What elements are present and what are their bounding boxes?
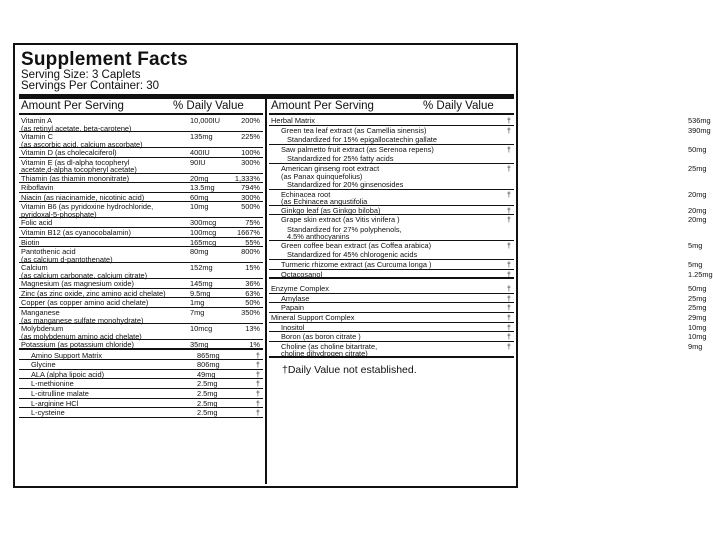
complex-row	[269, 341, 703, 359]
daily-value: 1667%	[236, 228, 260, 237]
amount-value: 10mg	[688, 332, 707, 342]
ingredient-name: Manganese (as manganese sulfate monohydrate)	[21, 308, 144, 325]
daily-value: 15%	[245, 263, 260, 273]
amount-value: 80mg	[190, 247, 209, 257]
daily-value: †	[255, 369, 260, 379]
ingredient-name: Standardized for 27% polyphenols, 4.5% anthocyanins	[287, 224, 402, 242]
amino-row	[19, 399, 263, 409]
amount-value: 10mg	[190, 202, 209, 212]
right-header-amount: Amount Per Serving	[271, 100, 374, 112]
amount-value: 1mg	[190, 298, 205, 308]
nutrient-row	[19, 340, 263, 350]
footnote: †Daily Value not established.	[282, 363, 417, 376]
amount-value: 35mg	[190, 340, 209, 349]
ingredient-name: Herbal Matrix	[271, 116, 315, 125]
nutrient-row	[19, 183, 263, 193]
amount-value: 10,000IU	[190, 116, 220, 125]
ingredient-name: Vitamin A (as retinyl acetate, beta-carotene)	[21, 116, 132, 133]
ingredient-name: Grape skin extract (as Vitis vinifera )	[281, 215, 400, 225]
nutrient-row	[19, 308, 263, 324]
amount-value: 2.5mg	[197, 389, 218, 398]
ingredient-name: Zinc (as zinc oxide, zinc amino acid chelate)	[21, 288, 166, 298]
ingredient-name: Vitamin C (as ascorbic acid, calcium ascorbate)	[21, 132, 143, 149]
amino-row	[19, 370, 263, 380]
daily-value: †	[506, 284, 511, 294]
ingredient-name: Standardized for 25% fatty acids	[287, 154, 394, 164]
herbal-row	[269, 135, 514, 145]
daily-value: 500%	[241, 202, 260, 212]
ingredient-name: American ginseng root extract (as Panax quinquefolius)	[281, 164, 380, 181]
right-header-dv: % Daily Value	[423, 100, 494, 112]
ingredient-name: Echinacea root (as Echinacea angustifolia	[281, 189, 368, 207]
amount-value: 2.5mg	[197, 408, 218, 418]
nutrient-row	[19, 202, 263, 218]
amount-value: 9.5mg	[190, 288, 211, 298]
herbal-row	[269, 205, 707, 216]
nutrient-row	[19, 218, 263, 228]
daily-value: †	[506, 189, 511, 199]
ingredient-name: Vitamin B12 (as cyanocobalamin)	[21, 228, 131, 237]
daily-value: †	[506, 164, 511, 173]
amino-row	[19, 379, 263, 389]
nutrient-row	[19, 247, 263, 263]
amount-value: 390mg	[688, 125, 711, 135]
daily-value: 13%	[245, 324, 260, 333]
daily-value: †	[255, 350, 260, 360]
servings-per-container: Servings Per Container: 30	[21, 80, 160, 92]
daily-value: †	[506, 341, 511, 351]
daily-value: †	[506, 332, 511, 342]
daily-value: †	[506, 313, 511, 322]
daily-value: 350%	[241, 308, 260, 317]
ingredient-name: L-methionine	[31, 379, 74, 389]
herbal-row	[269, 240, 703, 251]
amount-value: 9mg	[688, 341, 703, 351]
ingredient-name: L-cysteine	[31, 408, 65, 418]
amount-value: 5mg	[688, 260, 703, 269]
daily-value: †	[506, 125, 511, 135]
ingredient-name: Glycine	[31, 360, 56, 370]
amount-value: 2.5mg	[197, 398, 218, 408]
daily-value: 225%	[241, 132, 260, 141]
daily-value: †	[506, 322, 511, 332]
ingredient-name: Potassium (as potassium chloride)	[21, 340, 134, 349]
amount-value: 865mg	[197, 350, 220, 360]
amount-value: 10mg	[688, 322, 707, 332]
daily-value: †	[255, 389, 260, 398]
amount-value: 13.5mg	[190, 183, 215, 193]
ingredient-name: Molybdenum (as molybdenum amino acid chelate)	[21, 324, 142, 341]
daily-value: 1%	[249, 340, 260, 349]
ingredient-name: Inositol	[281, 322, 305, 332]
amino-row	[19, 360, 263, 370]
ingredient-name: Amino Support Matrix	[31, 350, 103, 360]
ingredient-name: Papain	[281, 303, 305, 313]
ingredient-name: Ginkgo leaf (as Ginkgo biloba)	[281, 205, 381, 215]
daily-value: 100%	[241, 148, 260, 157]
daily-value: 794%	[241, 183, 260, 193]
daily-value: 36%	[245, 279, 260, 289]
daily-value: 50%	[245, 298, 260, 308]
amount-value: 7mg	[190, 308, 205, 317]
amount-value: 20mg	[190, 173, 209, 183]
ingredient-name: Vitamin D (as cholecalciferol)	[21, 148, 117, 157]
daily-value: †	[506, 269, 511, 279]
ingredient-name: Standardized for 20% ginsenosides	[287, 180, 404, 189]
amount-value: 20mg	[688, 215, 707, 225]
daily-value: †	[506, 260, 511, 269]
nutrient-row	[19, 193, 263, 203]
serving-size: Serving Size: 3 Caplets	[21, 69, 141, 81]
nutrient-row	[19, 289, 263, 299]
herbal-row	[269, 250, 514, 260]
amount-value: 25mg	[688, 293, 707, 303]
ingredient-name: Mineral Support Complex	[271, 313, 355, 322]
complex-row	[269, 303, 707, 313]
amount-value: 50mg	[688, 144, 707, 154]
daily-value: †	[506, 205, 511, 215]
daily-value: †	[506, 240, 511, 250]
ingredient-name: Saw palmetto fruit extract (as Serenoa repens)	[281, 144, 434, 154]
complex-row	[269, 322, 707, 333]
nutrient-row	[19, 324, 263, 340]
ingredient-name: Riboflavin	[21, 183, 54, 193]
amount-value: 90IU	[190, 157, 206, 167]
amount-value: 100mcg	[190, 228, 217, 237]
amount-value: 50mg	[688, 284, 707, 294]
amount-value: 5mg	[688, 240, 703, 250]
amount-value: 49mg	[197, 369, 216, 379]
amount-value: 25mg	[688, 164, 707, 173]
daily-value: †	[506, 144, 511, 154]
amount-value: 60mg	[190, 192, 209, 202]
herbal-row	[269, 154, 514, 164]
nutrient-row	[19, 279, 263, 289]
ingredient-name: L-citrulline malate	[31, 389, 89, 398]
daily-value: †	[506, 293, 511, 303]
nutrient-row	[19, 174, 263, 184]
amount-value: 2.5mg	[197, 379, 218, 389]
daily-value: †	[506, 303, 511, 313]
daily-value: †	[506, 215, 511, 225]
daily-value: 55%	[245, 237, 260, 247]
ingredient-name: Folic acid	[21, 218, 53, 228]
herbal-row	[269, 260, 703, 270]
amount-value: 25mg	[688, 303, 707, 313]
herbal-row	[269, 144, 707, 155]
ingredient-name: Biotin	[21, 237, 40, 247]
amount-value: 10mcg	[190, 324, 213, 333]
daily-value: †	[255, 398, 260, 408]
daily-value: 75%	[245, 218, 260, 228]
ingredient-name: Choline (as choline bitartrate, choline dihydrogen citrate)	[281, 341, 378, 359]
daily-value: 800%	[241, 247, 260, 257]
nutrient-row	[19, 132, 263, 148]
herbal-row	[269, 164, 707, 181]
ingredient-name: Vitamin B6 (as pyridoxine hydrochloride, pyridoxal-5-phosphate)	[21, 202, 154, 219]
amino-row	[19, 389, 263, 399]
left-header-rule	[19, 113, 263, 115]
ingredient-name: Boron (as boron citrate )	[281, 332, 361, 342]
daily-value: †	[255, 379, 260, 389]
nutrient-row	[19, 158, 263, 174]
left-header-dv: % Daily Value	[173, 100, 244, 112]
herbal-row	[269, 189, 707, 207]
amount-value: 29mg	[688, 313, 707, 322]
complex-row	[269, 313, 707, 323]
ingredient-name: Pantothenic acid (as calcium d-pantothenate)	[21, 247, 113, 264]
amount-value: 135mg	[190, 132, 213, 141]
left-header-amount: Amount Per Serving	[21, 100, 124, 112]
amount-value: 20mg	[688, 189, 707, 199]
ingredient-name: ALA (alpha lipoic acid)	[31, 369, 105, 379]
right-header-rule	[269, 113, 514, 115]
herbal-row	[269, 225, 514, 241]
column-divider	[265, 94, 267, 484]
ingredient-name: Copper (as copper amino acid chelate)	[21, 298, 149, 308]
ingredient-name: Enzyme Complex	[271, 284, 329, 294]
complex-row	[269, 284, 707, 294]
panel-title: Supplement Facts	[21, 49, 188, 70]
complex-row	[269, 332, 707, 342]
nutrient-row	[19, 148, 263, 158]
ingredient-name: Magnesium (as magnesium oxide)	[21, 279, 134, 289]
ingredient-name: Thiamin (as thiamin mononitrate)	[21, 173, 130, 183]
nutrient-row	[19, 116, 263, 132]
herbal-row	[269, 180, 514, 190]
herbal-row	[269, 215, 707, 225]
ingredient-name: Standardized for 15% epigallocatechin gallate	[287, 135, 437, 145]
ingredient-name: L-arginine HCl	[31, 398, 79, 408]
herbal-row	[269, 269, 713, 280]
daily-value: †	[255, 360, 260, 370]
daily-value: 63%	[245, 288, 260, 298]
daily-value: †	[255, 408, 260, 418]
supplement-facts-panel	[13, 43, 713, 488]
daily-value: †	[506, 116, 511, 125]
ingredient-name: Octacosanol	[281, 269, 323, 279]
amino-row	[19, 351, 263, 361]
amino-row	[19, 408, 263, 418]
ingredient-name: Niacin (as niacinamide, nicotinic acid)	[21, 192, 145, 202]
nutrient-row	[19, 263, 263, 279]
ingredient-name: Turmeric rhizome extract (as Curcuma longa )	[281, 260, 432, 269]
daily-value: 200%	[241, 116, 260, 125]
nutrient-row	[19, 238, 263, 248]
amount-value: 806mg	[197, 360, 220, 370]
ingredient-name: Green coffee bean extract (as Coffea arabica)	[281, 240, 432, 250]
amount-value: 1.25mg	[688, 269, 713, 279]
daily-value: 300%	[241, 192, 260, 202]
amount-value: 400IU	[190, 148, 210, 157]
amount-value: 300mcg	[190, 218, 217, 228]
ingredient-name: Standardized for 45% chlorogenic acids	[287, 250, 418, 260]
ingredient-name: Calcium (as calcium carbonate, calcium citrate)	[21, 263, 148, 280]
herbal-row	[269, 125, 711, 136]
daily-value: 1,333%	[234, 173, 260, 183]
herbal-row	[269, 116, 711, 126]
amount-value: 145mg	[190, 279, 213, 289]
ingredient-name: Vitamin E (as dl-alpha tocopheryl acetate,d-alpha tocopheryl acetate)	[21, 157, 137, 175]
ingredient-name: Green tea leaf extract (as Camellia sinensis)	[281, 125, 427, 135]
daily-value: 300%	[241, 157, 260, 167]
complex-row	[269, 293, 707, 304]
nutrient-row	[19, 228, 263, 238]
amount-value: 536mg	[688, 116, 711, 125]
ingredient-name: Amylase	[281, 293, 310, 303]
amount-value: 152mg	[190, 263, 213, 273]
amount-value: 20mg	[688, 205, 707, 215]
nutrient-row	[19, 298, 263, 308]
amount-value: 165mcg	[190, 237, 217, 247]
